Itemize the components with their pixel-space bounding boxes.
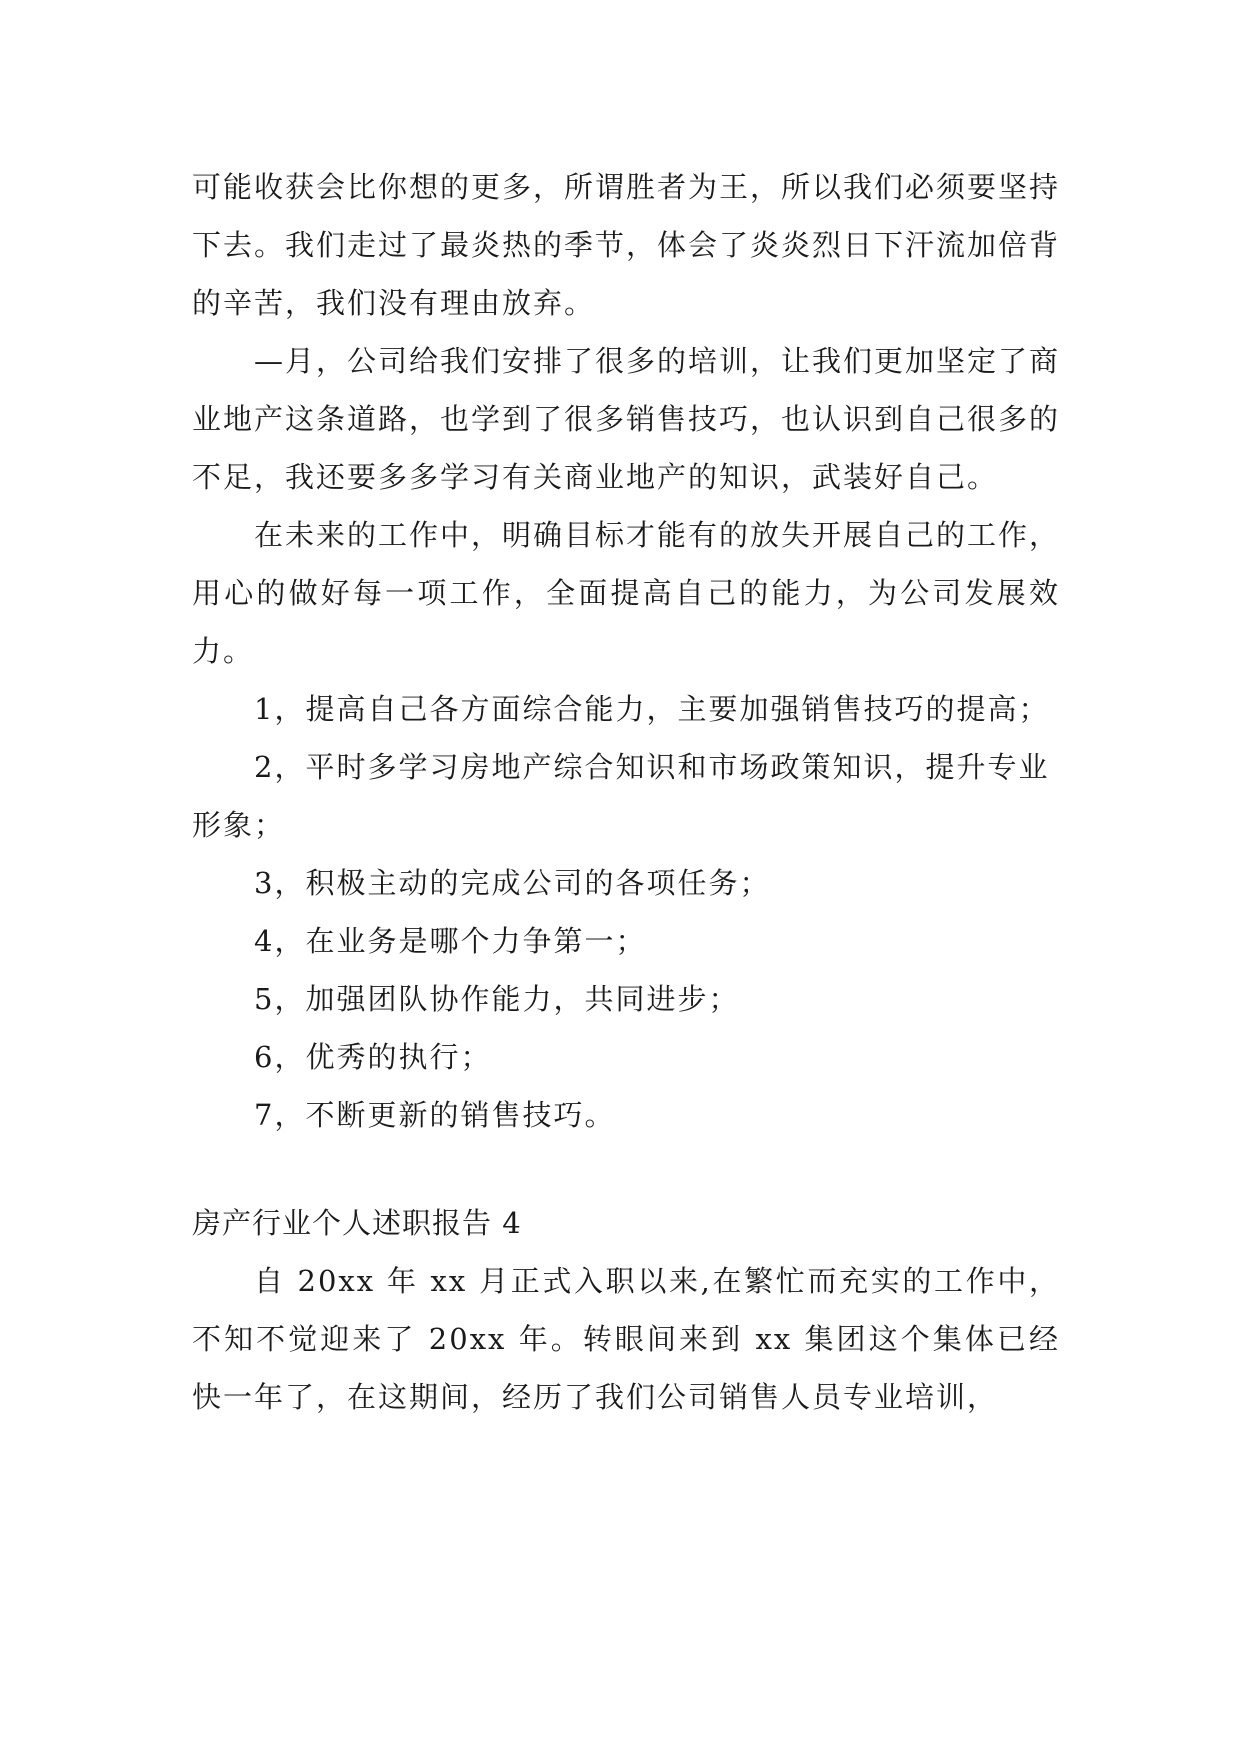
paragraph-continuation: 可能收获会比你想的更多，所谓胜者为王，所以我们必须要坚持下去。我们走过了最炎热的季节，体会了炎炎烈日下汗流加倍背的辛苦，我们没有理由放弃。 bbox=[192, 170, 1061, 320]
list-item: 6，优秀的执行； bbox=[254, 1040, 492, 1074]
list-item: 4，在业务是哪个力争第一； bbox=[254, 924, 647, 958]
list-item: 1，提高自己各方面综合能力，主要加强销售技巧的提高； bbox=[254, 692, 1050, 726]
section-heading: 房产行业个人述职报告 4 bbox=[192, 1206, 522, 1240]
paragraph-future-work: 在未来的工作中，明确目标才能有的放失开展自己的工作，用心的做好每一项工作，全面提高自己的能力，为公司发展效力。 bbox=[192, 518, 1061, 668]
list-item: 2，平时多学习房地产综合知识和市场政策知识，提升专业形象； bbox=[192, 750, 1050, 842]
paragraph-report-body: 自 20xx 年 xx 月正式入职以来,在繁忙而充实的工作中，不知不觉迎来了 20xx 年。转眼间来到 xx 集团这个集体已经快一年了，在这期间，经历了我们公司销售人员专业培训， bbox=[192, 1264, 1060, 1414]
list-item: 3，积极主动的完成公司的各项任务； bbox=[254, 866, 771, 900]
document-page bbox=[192, 158, 1060, 1426]
list-item: 5，加强团队协作能力，共同进步； bbox=[254, 982, 740, 1016]
goal-list bbox=[192, 680, 1060, 1144]
list-item: 7，不断更新的销售技巧。 bbox=[254, 1098, 616, 1132]
paragraph-training: —月，公司给我们安排了很多的培训，让我们更加坚定了商业地产这条道路，也学到了很多销售技巧，也认识到自己很多的不足，我还要多多学习有关商业地产的知识，武装好自己。 bbox=[192, 344, 1061, 494]
